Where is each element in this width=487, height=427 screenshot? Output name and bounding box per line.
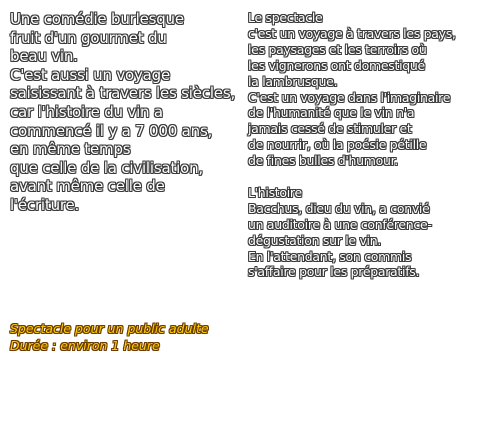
details-column (248, 10, 484, 280)
spectacle-line: C'est un voyage dans l'imaginaire (248, 89, 451, 105)
show-info (10, 320, 209, 354)
histoire-section (248, 185, 484, 280)
spectacle-section (248, 10, 484, 169)
spectacle-line: de fines bulles d'humour. (248, 153, 398, 169)
intro-line: l'écriture. (10, 195, 80, 214)
intro-line: car l'histoire du vin a (10, 102, 163, 121)
histoire-line: dégustation sur le vin. (248, 232, 382, 248)
spectacle-line: les paysages et les terroirs où (248, 41, 427, 57)
intro-line: que celle de la civilisation, (10, 158, 203, 177)
section-gap (248, 169, 484, 185)
intro-line: beau vin. (10, 47, 78, 66)
spectacle-line: jamais cessé de stimuler et (248, 121, 412, 137)
spectacle-line: la lambrusque. (248, 73, 338, 89)
intro-line: fruit d'un gourmet du (10, 28, 167, 47)
section-heading-histoire: L'histoire (248, 184, 302, 200)
intro-line: avant même celle de (10, 177, 165, 196)
intro-line: saisissant à travers les siècles, (10, 84, 236, 103)
spectacle-line: de nourrir, où la poésie pétille (248, 137, 427, 153)
histoire-line: un auditoire à une conférence- (248, 216, 432, 232)
spectacle-line: c'est un voyage à travers les pays, (248, 25, 456, 41)
audience-note: Spectacle pour un public adulte (10, 321, 209, 336)
duration-note: Durée : environ 1 heure (10, 338, 160, 353)
histoire-line: Bacchus, dieu du vin, a convié (248, 200, 430, 216)
intro-line: commencé il y a 7 000 ans, (10, 121, 213, 140)
spectacle-line: les vignerons ont domestiqué (248, 57, 425, 73)
spectacle-line: de l'humanité que le vin n'a (248, 105, 415, 121)
intro-line: en même temps (10, 140, 131, 159)
intro-paragraph (10, 10, 242, 215)
intro-line: Une comédie burlesque (10, 10, 184, 28)
histoire-line: s'affaire pour les préparatifs. (248, 264, 420, 280)
histoire-line: En l'attendant, son commis (248, 248, 412, 264)
intro-line: C'est aussi un voyage (10, 65, 171, 84)
section-heading-spectacle: Le spectacle (248, 10, 323, 25)
